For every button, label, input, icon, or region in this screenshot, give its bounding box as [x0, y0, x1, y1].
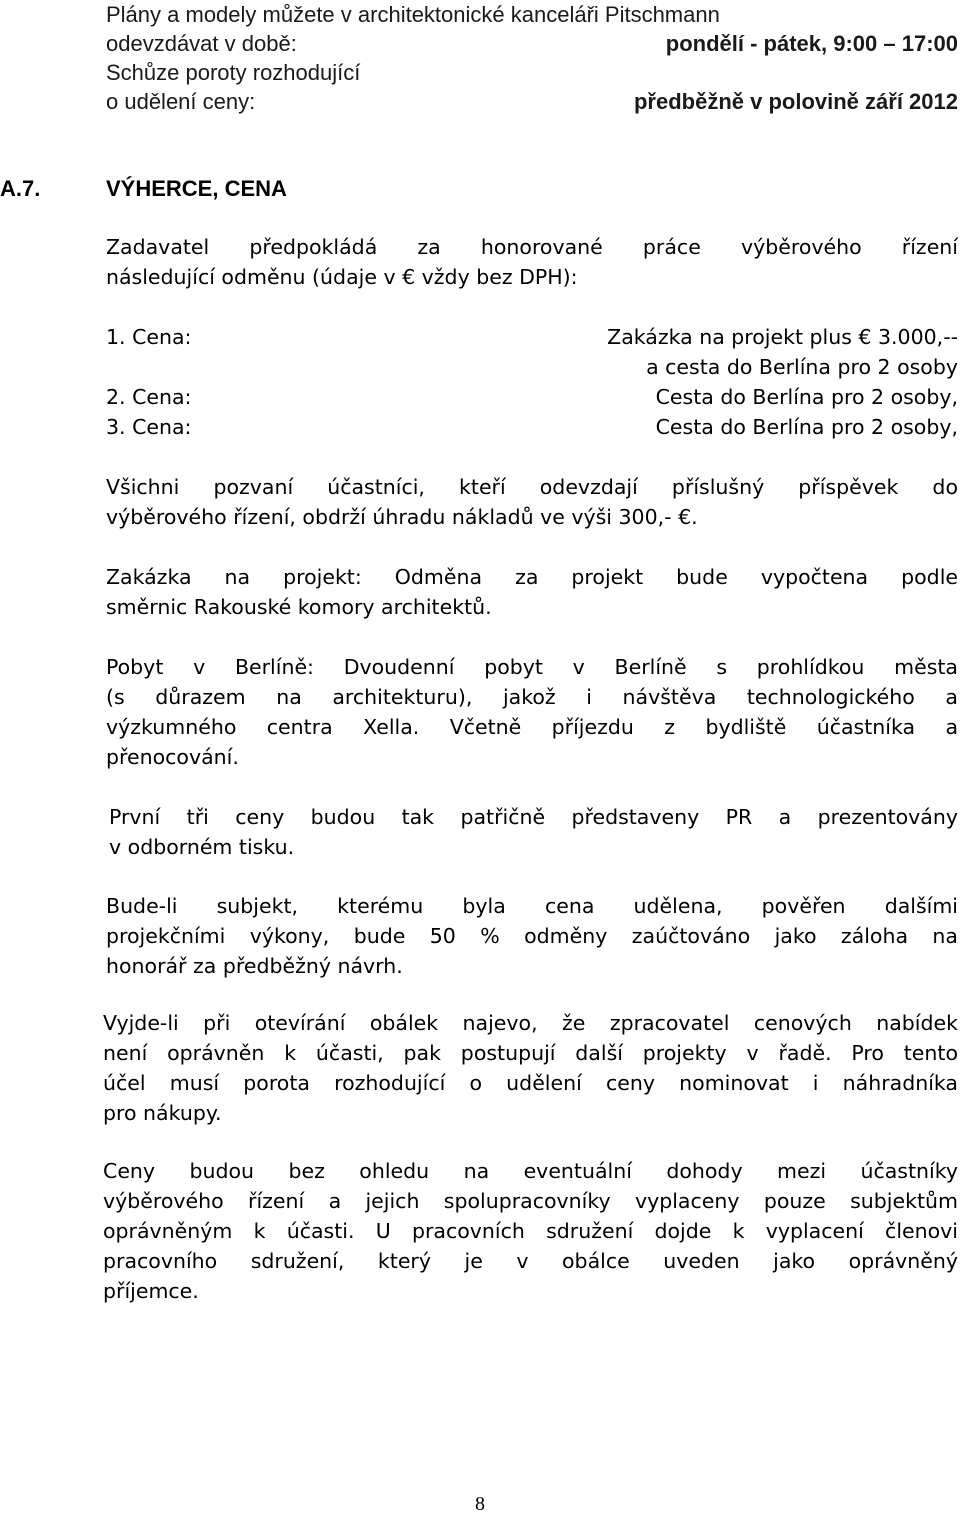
paragraph-payment-line: pracovního sdružení, který je v obálce uveden jako oprávněný	[103, 1249, 958, 1273]
prize-1-value: Zakázka na projekt plus € 3.000,--	[607, 325, 958, 349]
header-line-1: Plány a modely můžete v architektonické kanceláři Pitschmann	[106, 2, 720, 27]
paragraph-advance-line: projekčními výkony, bude 50 % odměny zaúčtováno jako záloha na	[106, 924, 958, 948]
paragraph-berlin-stay-line: výzkumného centra Xella. Včetně příjezdu z bydliště účastníka a	[106, 715, 958, 739]
paragraph-berlin-stay-line: Pobyt v Berlíně: Dvoudenní pobyt v Berlíně s prohlídkou města	[106, 655, 958, 679]
paragraph-participants-line: výběrového řízení, obdrží úhradu nákladů ve výši 300,- €.	[106, 505, 698, 529]
paragraph-envelope-line: pro nákupy.	[103, 1101, 222, 1125]
paragraph-advance-line: Bude-li subjekt, kterému byla cena udělena, pověřen dalšími	[106, 894, 958, 918]
prize-2-label: 2. Cena:	[106, 385, 192, 409]
header-jury-label: Schůze poroty rozhodující	[106, 60, 361, 85]
paragraph-berlin-stay-line: (s důrazem na architekturu), jakož i návštěva technologického a	[106, 685, 958, 709]
paragraph-payment-line: Ceny budou bez ohledu na eventuální dohody mezi účastníky	[103, 1159, 958, 1183]
paragraph-pr-line: První tři ceny budou tak patřičně představeny PR a prezentovány	[109, 805, 958, 829]
prize-3-value: Cesta do Berlína pro 2 osoby,	[655, 415, 958, 439]
paragraph-participants-line: Všichni pozvaní účastníci, kteří odevzdají příslušný příspěvek do	[106, 475, 958, 499]
prize-1-label: 1. Cena:	[106, 325, 192, 349]
paragraph-project-line: směrnic Rakouské komory architektů.	[106, 595, 492, 619]
paragraph-payment-line: oprávněným k účasti. U pracovních sdružení dojde k vyplacení členovi	[103, 1219, 958, 1243]
paragraph-payment-line: výběrového řízení a jejich spolupracovníky vyplaceny pouze subjektům	[103, 1189, 958, 1213]
paragraph-payment-line: příjemce.	[103, 1279, 199, 1303]
prize-2-value: Cesta do Berlína pro 2 osoby,	[655, 385, 958, 409]
paragraph-project-line: Zakázka na projekt: Odměna za projekt bude vypočtena podle	[106, 565, 958, 589]
paragraph-envelope-line: Vyjde-li při otevírání obálek najevo, že zpracovatel cenových nabídek	[103, 1011, 958, 1035]
paragraph-advance-line: honorář za předběžný návrh.	[106, 954, 403, 978]
paragraph-envelope-line: není oprávněn k účasti, pak postupují další projekty v řadě. Pro tento	[103, 1041, 958, 1065]
section-number: A.7.	[0, 176, 41, 201]
header-submission-label: odevzdávat v době:	[106, 31, 297, 56]
prize-3-label: 3. Cena:	[106, 415, 192, 439]
header-award-label: o udělení ceny:	[106, 89, 256, 114]
section-title: VÝHERCE, CENA	[106, 176, 287, 201]
prize-1-value-extra: a cesta do Berlína pro 2 osoby	[646, 355, 958, 379]
paragraph-berlin-stay-line: přenocování.	[106, 745, 239, 769]
paragraph-envelope-line: účel musí porota rozhodující o udělení ceny nominovat i náhradníka	[103, 1071, 958, 1095]
intro-line-2: následující odměnu (údaje v € vždy bez DPH):	[106, 265, 578, 289]
header-submission-hours: pondělí - pátek, 9:00 – 17:00	[665, 31, 958, 56]
paragraph-pr-line: v odborném tisku.	[109, 835, 295, 859]
header-award-date: předběžně v polovině září 2012	[633, 89, 958, 114]
page-number: 8	[475, 1493, 485, 1515]
intro-line-1: Zadavatel předpokládá za honorované práce výběrového řízení	[106, 235, 958, 259]
